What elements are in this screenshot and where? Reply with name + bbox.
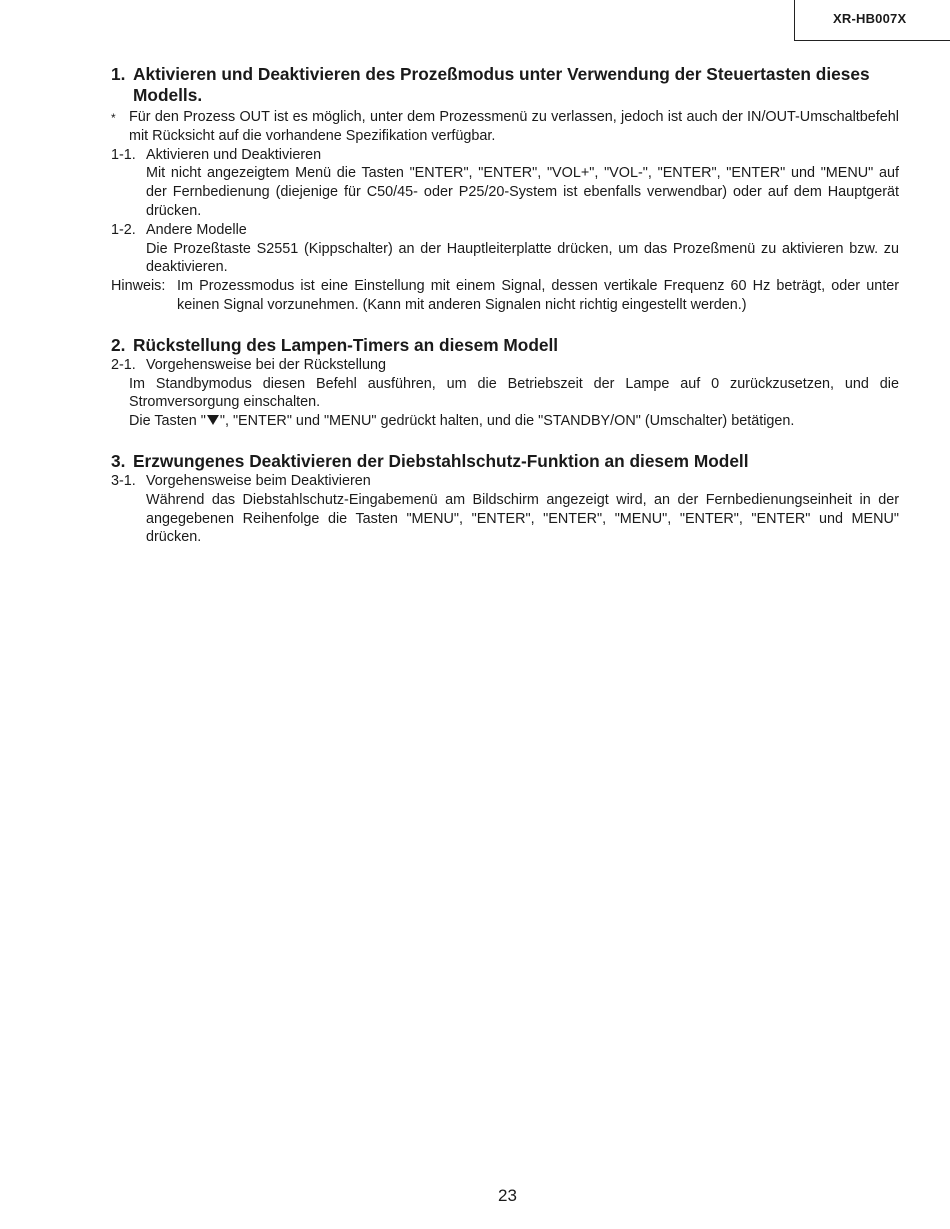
subsection-1-1-number: 1-1.	[111, 146, 136, 163]
subsection-2-1-title: Vorgehensweise bei der Rückstellung	[146, 356, 386, 373]
subsection-1-1-title: Aktivieren und Deaktivieren	[146, 146, 322, 163]
section-1-heading	[111, 64, 899, 106]
down-triangle-icon	[207, 415, 219, 425]
section-1-note-text: Für den Prozess OUT ist es möglich, unter dem Prozessmenü zu verlassen, jedoch ist auch der IN/OUT-Umschaltbefehl mit Rücksicht auf die vorhandene Spezifikation verfügbar.	[129, 109, 899, 144]
hinweis-label: Hinweis:	[111, 278, 166, 295]
section-3-number: 3.	[111, 450, 126, 471]
subsection-2-1-number: 2-1.	[111, 356, 136, 373]
section-2-number: 2.	[111, 334, 126, 355]
asterisk-icon: *	[111, 111, 116, 125]
subsection-3-1-number: 3-1.	[111, 472, 136, 489]
hinweis-text: Im Prozessmodus ist eine Einstellung mit einem Signal, dessen vertikale Frequenz 60 Hz beträgt, oder unter keinen Signal vorzunehmen. (Kann mit anderen Signalen nicht richtig eingestellt werden.)	[177, 278, 899, 313]
subsection-1-1-body: Mit nicht angezeigtem Menü die Tasten "ENTER", "ENTER", "VOL+", "VOL-", "ENTER", "ENTER" und "MENU" auf der Fernbedienung (diejenige für C50/45- oder P25/20-System ist ebenfalls verwendbar) oder auf dem Hauptgerät drücken.	[146, 165, 899, 219]
subsection-3-1-body: Während das Diebstahlschutz-Eingabemenü am Bildschirm angezeigt wird, an der Fernbedienungseinheit in der angegebenen Reihenfolge die Tasten "MENU", "ENTER", "ENTER", "MENU", "ENTER", "ENTER" und MENU" drücken.	[146, 491, 899, 546]
section-3-heading	[111, 451, 899, 472]
subsection-1-2-heading	[111, 221, 899, 240]
section-2-heading	[111, 335, 899, 356]
subsection-3-1-title: Vorgehensweise beim Deaktivieren	[146, 472, 371, 489]
keys-text-post: ", "ENTER" und "MENU" gedrückt halten, und die "STANDBY/ON" (Umschalter) betätigen.	[219, 413, 795, 430]
subsection-2-1-heading	[111, 356, 899, 375]
model-number-box	[794, 0, 950, 41]
subsection-1-2-body: Die Prozeßtaste S2551 (Kippschalter) an der Hauptleiterplatte drücken, um das Prozeßmenü zu aktivieren bzw. zu deaktivieren.	[146, 240, 899, 276]
subsection-1-2-title: Andere Modelle	[146, 221, 247, 238]
section-1-note	[111, 108, 899, 146]
model-number: XR-HB007X	[833, 11, 907, 26]
document-body	[111, 64, 899, 547]
subsection-1-1-heading	[111, 146, 899, 165]
subsection-2-1-keys	[111, 412, 899, 431]
subsection-1-2-number: 1-2.	[111, 221, 136, 238]
subsection-2-1-body: Im Standbymodus diesen Befehl ausführen, um die Betriebszeit der Lampe auf 0 zurückzusetzen, und die Stromversorgung einschalten.	[129, 375, 899, 411]
section-3-title: Erzwungenes Deaktivieren der Diebstahlschutz-Funktion an diesem Modell	[133, 450, 749, 471]
subsection-3-1-heading	[111, 472, 899, 491]
keys-text-pre: Die Tasten "	[129, 413, 206, 430]
page-number: 23	[498, 1186, 517, 1205]
hinweis-note	[111, 277, 899, 315]
section-1-title: Aktivieren und Deaktivieren des Prozeßmodus unter Verwendung der Steuertasten dieses Modells.	[133, 64, 870, 105]
section-2-title: Rückstellung des Lampen-Timers an diesem Modell	[133, 334, 559, 355]
section-1-number: 1.	[111, 64, 126, 84]
